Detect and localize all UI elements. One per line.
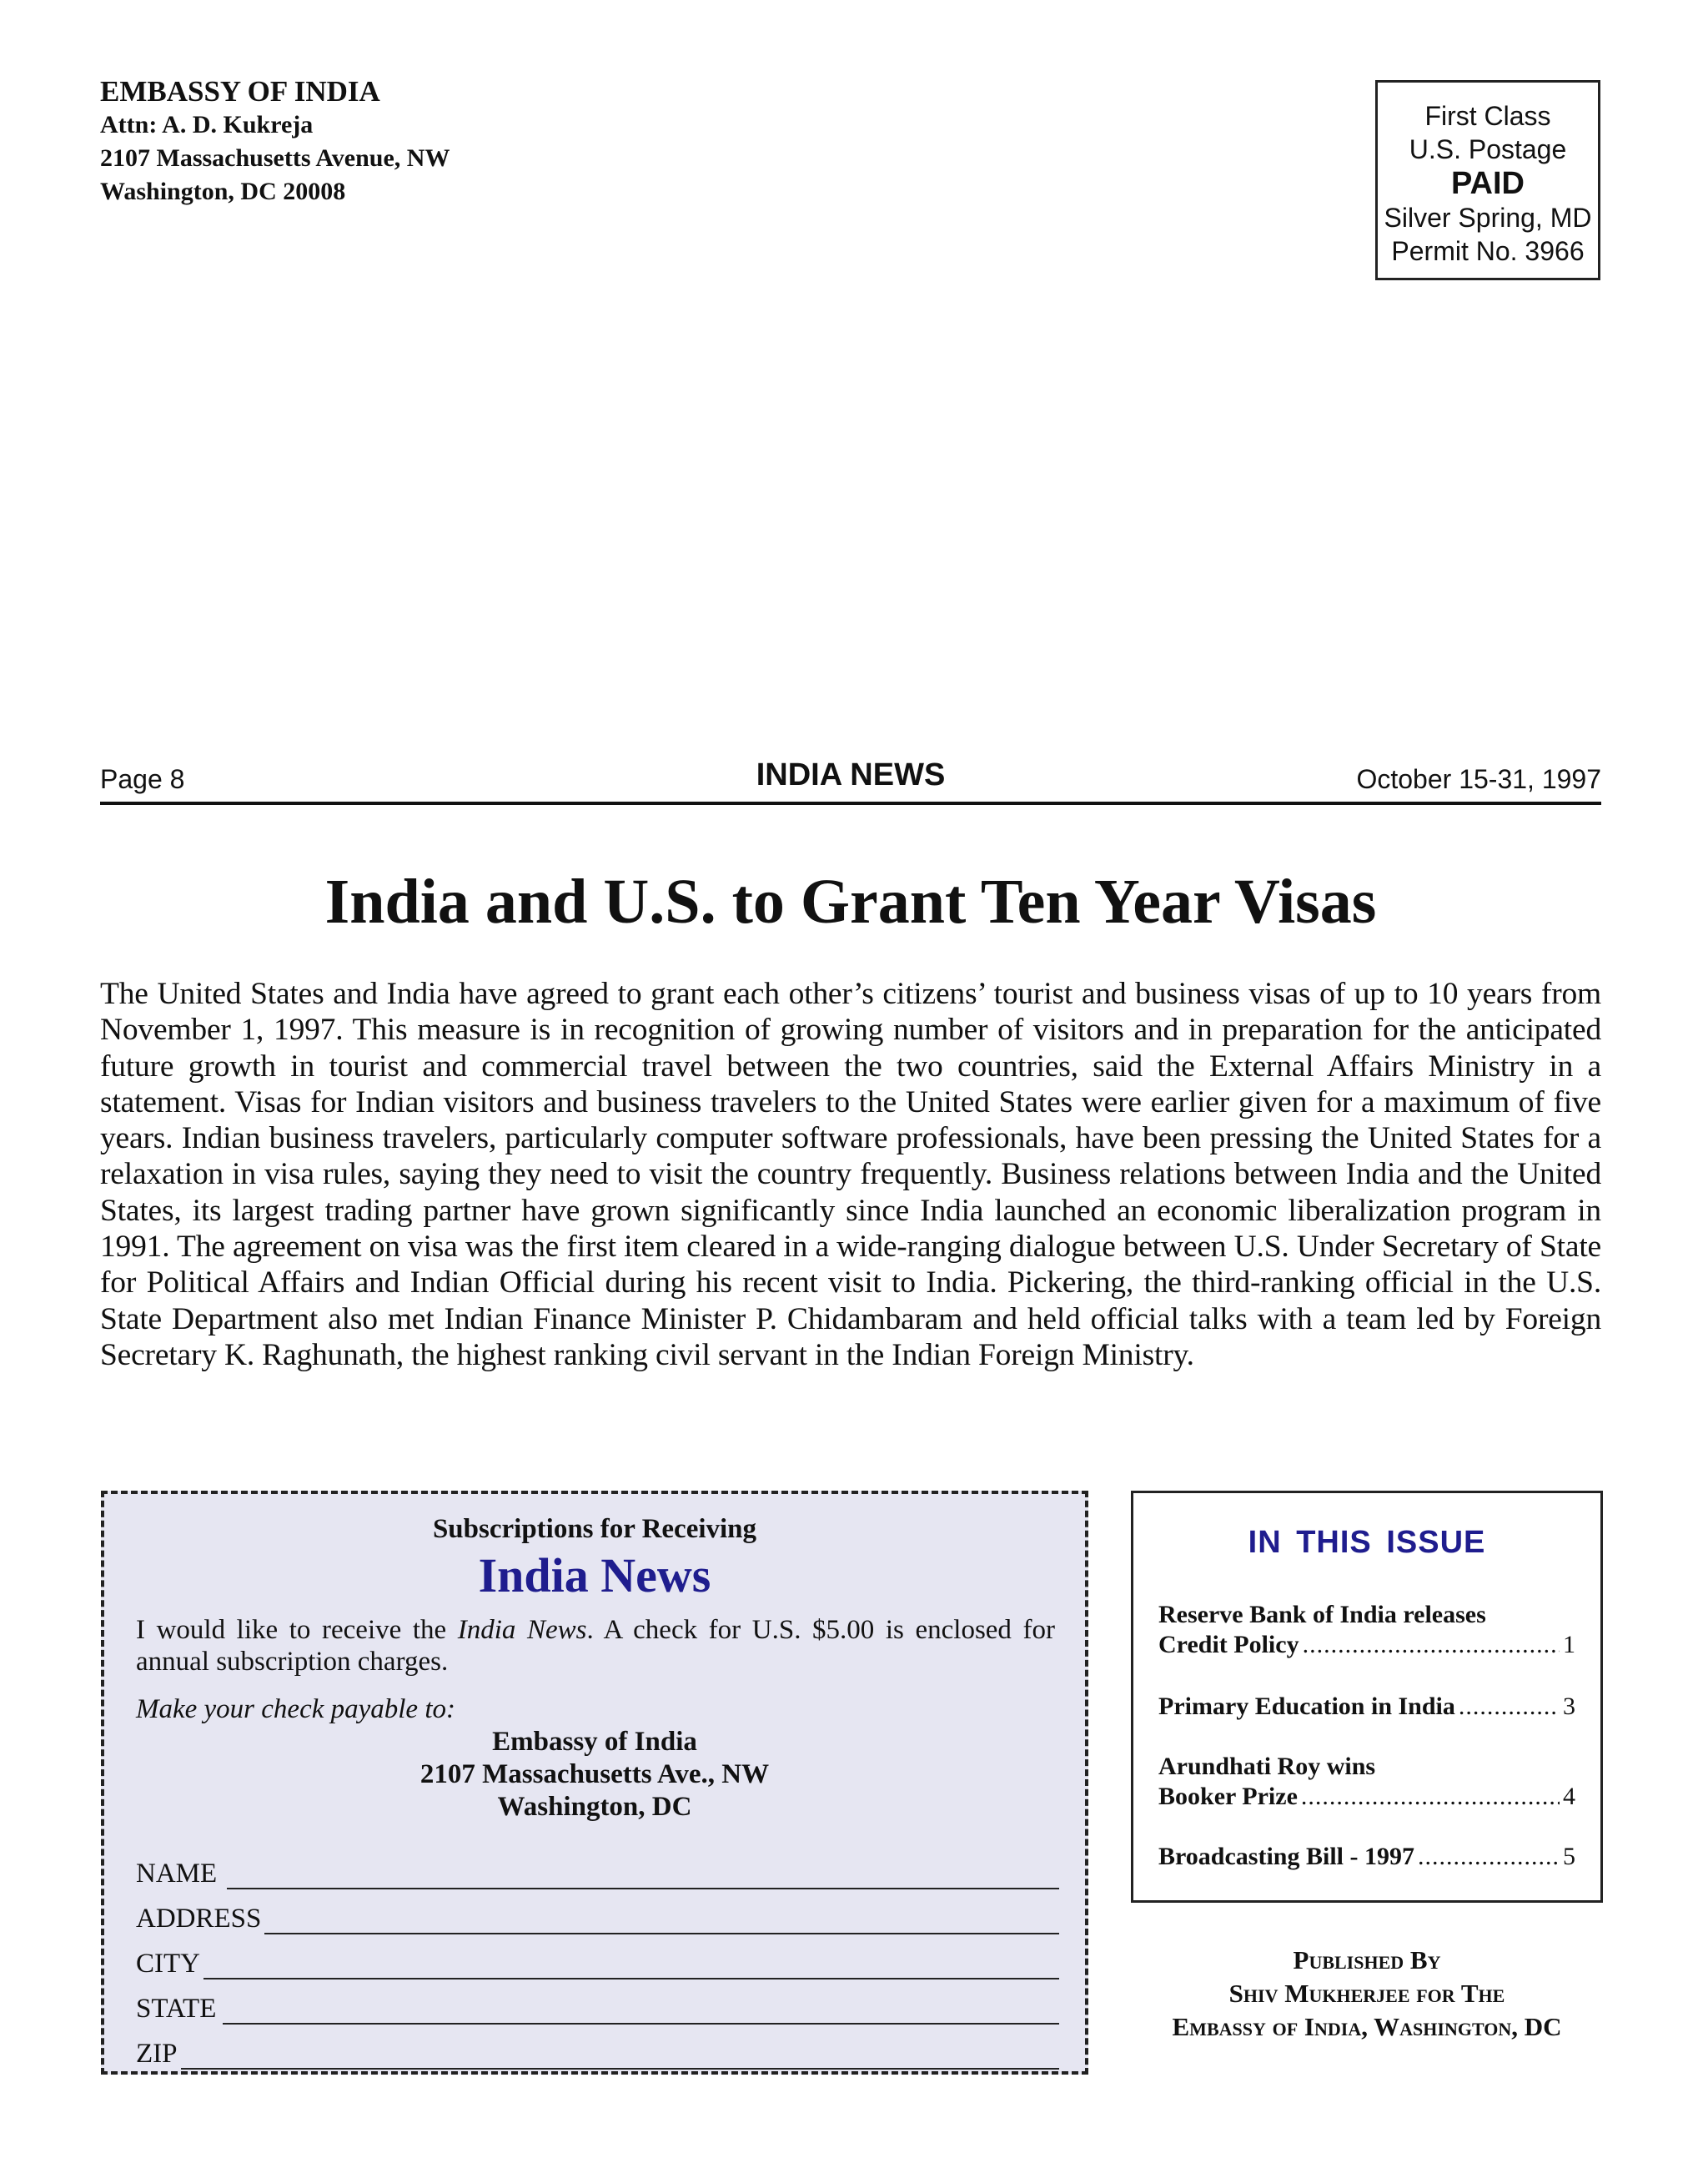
zip-field[interactable] [181,2043,1060,2070]
subscription-text-end: . A check for U.S. $5.00 is enclosed for annual subscription charges. [136,1615,1055,1677]
return-address [100,75,450,209]
in-this-issue-box [1131,1491,1603,1903]
toc-page-number: 4 [1563,1783,1575,1810]
publication-name: INDIA NEWS [756,757,946,792]
postage-permit: Permit No. 3966 [1391,236,1585,266]
postage-paid: PAID [1451,166,1525,201]
state-field[interactable] [223,1998,1059,2025]
article-body: The United States and India have agreed to grant each other’s citizens’ tourist and business visas of up to 10 years from November 1, 1997. This measure is in recognition of growing number of visitors and in preparation for the anticipated future growth in tourist and commercial travel between the two countries, said the External Affairs Ministry in a statement. Visas for Indian visitors and business travelers to the United States were earlier given for a maximum of five years. Indian business travelers, particularly computer software professionals, have been pressing the United States for a relaxation in visa rules, saying they need to visit the country frequently. Business relations between India and the United States, its largest trading partner have grown significantly since India launched an economic liberalization program in 1991. The agreement on visa was the first item cleared in a wide-ranging dialogue between U.S. Under Secretary of State for Political Affairs and Indian Official during his recent visit to India. Pickering, the third-ranking official in the U.S. State Department also met Indian Finance Minister P. Chidambaram and held official talks with a team led by Foreign Secretary K. Raghunath, the highest ranking civil servant in the Indian Foreign Ministry. [100,977,1601,1372]
subscription-publication: India News [478,1548,711,1602]
running-header [100,755,1601,805]
return-address-street: 2107 Massachusetts Avenue, NW [100,144,450,172]
toc-item-reserve-bank[interactable] [1158,1600,1575,1660]
payee-street: 2107 Massachusetts Ave., NW [419,1759,770,1789]
toc-leader-dots [1303,1630,1560,1660]
toc-page-number: 5 [1563,1843,1575,1870]
article-headline: India and U.S. to Grant Ten Year Visas [324,867,1377,937]
subscription-title: Subscriptions for Receiving [432,1514,757,1544]
return-address-attention: Attn: A. D. Kukreja [100,111,314,138]
return-address-organization: EMBASSY OF INDIA [100,75,380,108]
toc-item-title: Broadcasting Bill - 1997 [1158,1843,1414,1870]
state-field-label: STATE [136,1994,217,2024]
state-field-row [136,1988,1059,2025]
payee-name: Embassy of India [492,1727,697,1757]
publisher-line3: Embassy of India, Washington, DC [1172,2012,1562,2041]
subscription-form [101,1491,1088,2075]
name-field-row [136,1853,1059,1889]
payee-address [104,1726,1085,1823]
toc-leader-dots [1459,1692,1560,1722]
postage-indicia [1375,80,1600,280]
issue-date: October 15-31, 1997 [1356,764,1601,794]
subscription-text-start: I would like to receive the [136,1615,458,1645]
postage-type: U.S. Postage [1409,134,1567,164]
city-field[interactable] [203,1953,1059,1979]
toc-item-title: Primary Education in India [1158,1693,1455,1720]
toc-item-primary-education[interactable] [1158,1692,1575,1722]
toc-page-number: 3 [1563,1693,1575,1720]
payable-label: Make your check payable to: [136,1694,455,1724]
toc-page-number: 1 [1563,1631,1575,1658]
toc-item-arundhati-roy[interactable] [1158,1752,1575,1812]
zip-field-label: ZIP [136,2039,178,2069]
toc-item-title-line1: Arundhati Roy wins [1158,1753,1376,1780]
return-address-city: Washington, DC 20008 [100,178,346,205]
subscription-text [136,1614,1055,1678]
subscription-text-publication: India News [457,1615,587,1645]
postage-class: First Class [1424,101,1551,131]
publisher-credit [1131,1944,1603,2044]
toc-leader-dots [1418,1842,1560,1872]
zip-field-row [136,2033,1059,2070]
toc-item-broadcasting-bill[interactable] [1158,1842,1575,1872]
address-field-label: ADDRESS [136,1904,262,1934]
toc-item-title-line2: Booker Prize [1158,1783,1298,1810]
payee-city: Washington, DC [497,1792,692,1822]
publisher-line1: Published By [1293,1945,1441,1974]
city-field-row [136,1943,1059,1979]
publisher-line2: Shiv Mukherjee for The [1228,1979,1505,2008]
page-number: Page 8 [100,764,185,794]
toc-item-title-line1: Reserve Bank of India releases [1158,1601,1486,1628]
toc-item-title-line2: Credit Policy [1158,1631,1299,1658]
toc-leader-dots [1301,1782,1560,1812]
address-field[interactable] [264,1908,1059,1934]
name-field[interactable] [227,1863,1059,1889]
in-this-issue-title: IN THIS ISSUE [1248,1525,1486,1560]
address-field-row [136,1898,1059,1934]
postage-location: Silver Spring, MD [1384,203,1592,233]
name-field-label: NAME [136,1859,218,1889]
city-field-label: CITY [136,1949,200,1979]
